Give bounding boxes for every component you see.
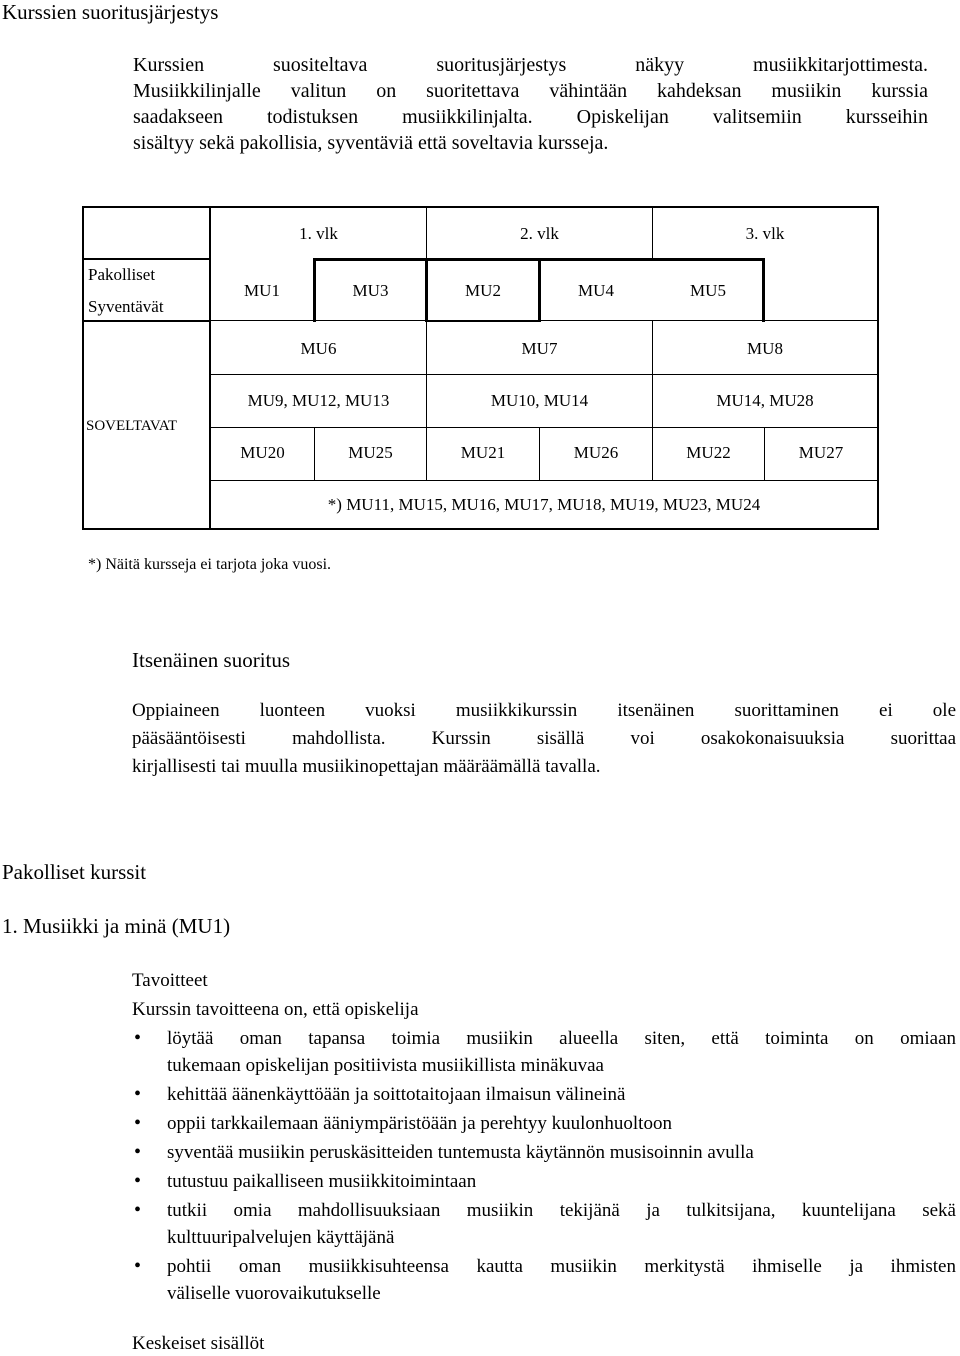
row-label-soveltavat: SOVELTAVAT [86,418,178,434]
course-cell: MU3 [352,281,389,300]
goal-line: tukemaan opiskelijan positiivista musiikillista minäkuvaa [167,1055,604,1076]
course-cell: MU6 [300,339,337,358]
heading-pakolliset-kurssit: Pakolliset kurssit [2,860,147,884]
goal-line: • tutustuu paikalliseen musiikkitoimintaan [167,1171,477,1192]
goal-line: • tutkii omia mahdollisuuksiaan musiikin tekijänä ja tulkitsijana, kuuntelijana sekä [167,1200,956,1221]
course-cell: MU25 [348,443,393,462]
intro-line: sisältyy sekä pakollisia, syventäviä että soveltavia kursseja. [133,132,609,154]
course-title: 1. Musiikki ja minä (MU1) [2,914,231,938]
course-cell: MU2 [465,281,501,300]
paragraph-line: kirjallisesti tai muulla musiikinopettajan määräämällä tavalla. [132,756,601,777]
goal-line: • kehittää äänenkäyttöään ja soittotaitojaan ilmaisun välineinä [167,1084,626,1105]
section-heading-order: Kurssien suoritusjärjestys [2,0,219,24]
list-item [132,1139,956,1166]
goals-list [132,1025,956,1309]
subheading-tavoitteet: Tavoitteet [132,970,208,991]
footnote: *) Näitä kursseja ei tarjota joka vuosi. [88,556,332,573]
course-cell: MU14, MU28 [716,391,814,410]
section-title-itsenainen: Itsenäinen suoritus [132,648,291,672]
itsenainen-paragraph [132,697,956,781]
course-tray-table [0,0,960,540]
intro-line: Musiikkilinjalle valitun on suoritettava vähintään kahdeksan musiikin kurssia [133,80,928,102]
list-item [132,1253,956,1307]
goals-lead: Kurssin tavoitteena on, että opiskelija [132,999,419,1020]
course-cell: MU9, MU12, MU13 [247,391,390,410]
intro-line: saadakseen todistuksen musiikkilinjalta. Opiskelijan valitsemiin kursseihin [133,106,928,128]
goal-line: • pohtii oman musiikkisuhteensa kautta musiikin merkitystä ihmiselle ja ihmisten [167,1256,956,1277]
paragraph-line: pääsääntöisesti mahdollista. Kurssin sisällä voi osakokonaisuuksia suorittaa [132,728,956,749]
list-item [132,1025,956,1079]
year-header: 1. vlk [299,224,338,243]
course-cell-irregular: *) MU11, MU15, MU16, MU17, MU18, MU19, MU23, MU24 [327,495,761,514]
course-cell: MU10, MU14 [490,391,589,410]
paragraph-line: Oppiaineen luonteen vuoksi musiikkikurssin itsenäinen suorittaminen ei ole [132,700,956,721]
intro-line: Kurssien suositeltava suoritusjärjestys näkyy musiikkitarjottimesta. [133,54,928,76]
list-item [132,1081,956,1108]
goal-line: • syventää musiikin peruskäsitteiden tuntemusta käytännön musisoinnin avulla [167,1142,754,1163]
course-cell: MU4 [578,281,614,300]
goal-line: • löytää oman tapansa toimia musiikin alueella siten, että toiminta on omiaan [167,1028,956,1049]
year-header: 2. vlk [520,224,559,243]
list-item [132,1110,956,1137]
row-label-pakolliset: Pakolliset [88,265,156,284]
course-cell: MU5 [690,281,726,300]
course-cell: MU27 [798,443,844,462]
goal-line: kulttuuripalvelujen käyttäjänä [167,1227,395,1248]
course-cell: MU26 [573,443,619,462]
list-item [132,1197,956,1251]
course-cell: MU22 [686,443,731,462]
course-cell: MU7 [521,339,558,358]
course-cell: MU1 [244,281,280,300]
course-cell: MU21 [460,443,506,462]
course-cell: MU8 [747,339,783,358]
goal-line: väliselle vuorovaikutukselle [167,1283,381,1304]
subheading-keskeiset: Keskeiset sisällöt [132,1333,265,1354]
row-label-syventavat: Syventävät [88,297,164,316]
goal-line: • oppii tarkkailemaan ääniympäristöään ja perehtyy kuulonhuoltoon [167,1113,672,1134]
course-cell: MU20 [240,443,285,462]
year-header: 3. vlk [745,224,785,243]
list-item [132,1168,956,1195]
